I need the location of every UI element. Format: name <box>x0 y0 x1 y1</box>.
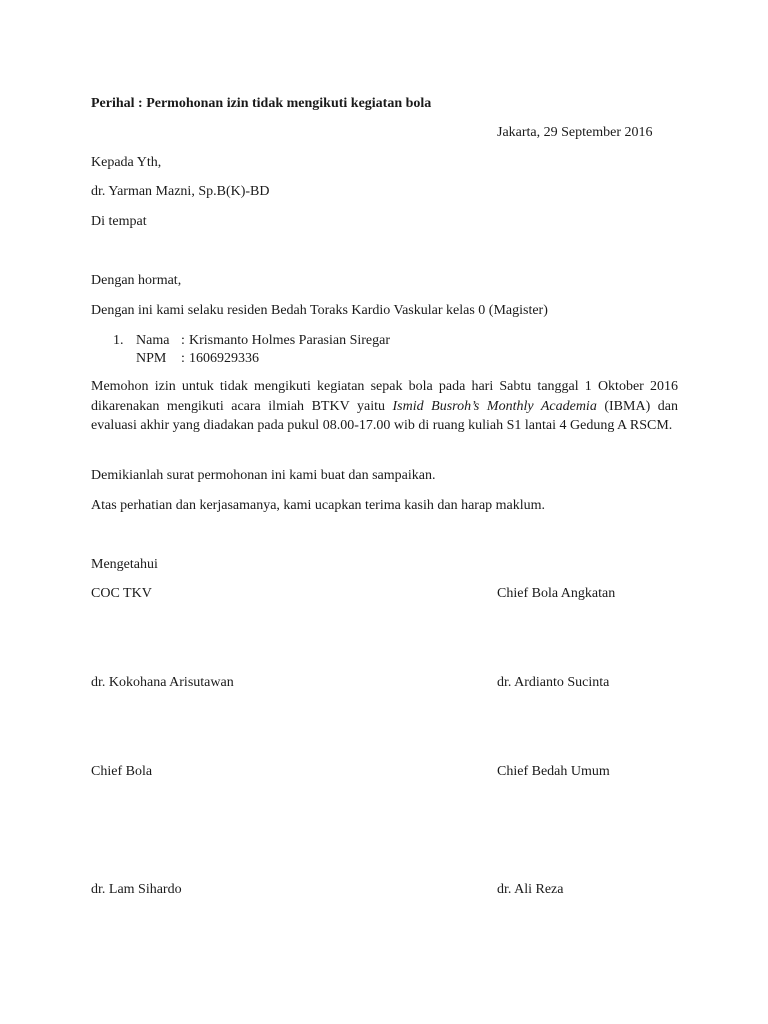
signatory-name-chief-bola-angkatan: dr. Ardianto Sucinta <box>497 675 610 690</box>
signatory-title-coc: COC TKV <box>91 586 152 601</box>
body-paragraph <box>91 377 678 436</box>
field-value-npm: 1606929336 <box>189 351 259 366</box>
body-text-part2: (IBMA) dan evaluasi akhir yang diadakan pada pukul 08.00-17.00 wib di ruang kuliah S1 lantai 4 Gedung A RSCM. <box>91 398 678 433</box>
signatory-name-coc: dr. Kokohana Arisutawan <box>91 675 234 690</box>
closing-statement: Demikianlah surat permohonan ini kami buat dan sampaikan. <box>91 468 436 483</box>
field-label-nama: Nama <box>136 333 170 348</box>
place-date: Jakarta, 29 September 2016 <box>497 125 653 140</box>
signatory-title-chief-bola: Chief Bola <box>91 764 153 779</box>
signatory-title-chief-bedah-umum: Chief Bedah Umum <box>497 764 610 779</box>
signatory-name-chief-bola: dr. Lam Sihardo <box>91 882 182 897</box>
intro-text: Dengan ini kami selaku residen Bedah Toraks Kardio Vaskular kelas 0 (Magister) <box>91 303 548 318</box>
field-separator: : <box>181 351 185 366</box>
field-separator: : <box>181 333 185 348</box>
list-item-number: 1. <box>113 333 124 348</box>
field-value-nama: Krismanto Holmes Parasian Siregar <box>189 333 391 348</box>
event-name: Ismid Busroh’s Monthly Academia <box>392 398 597 414</box>
greeting: Dengan hormat, <box>91 273 182 288</box>
recipient-location: Di tempat <box>91 214 147 229</box>
signatory-title-chief-bola-angkatan: Chief Bola Angkatan <box>497 586 616 601</box>
recipient-salutation: Kepada Yth, <box>91 155 162 170</box>
acknowledged-label: Mengetahui <box>91 557 158 572</box>
body-text-part1: Memohon izin untuk tidak mengikuti kegiatan sepak bola pada hari Sabtu tanggal 1 Oktober 2016 dikarenakan mengikuti acara ilmiah BTKV yaitu <box>91 379 678 414</box>
thanks-statement: Atas perhatian dan kerjasamanya, kami ucapkan terima kasih dan harap maklum. <box>91 498 546 513</box>
signatory-name-chief-bedah-umum: dr. Ali Reza <box>497 882 564 897</box>
recipient-name: dr. Yarman Mazni, Sp.B(K)-BD <box>91 184 270 199</box>
field-label-npm: NPM <box>136 351 167 366</box>
letter-subject: Perihal : Permohonan izin tidak mengikuti kegiatan bola <box>91 96 432 111</box>
